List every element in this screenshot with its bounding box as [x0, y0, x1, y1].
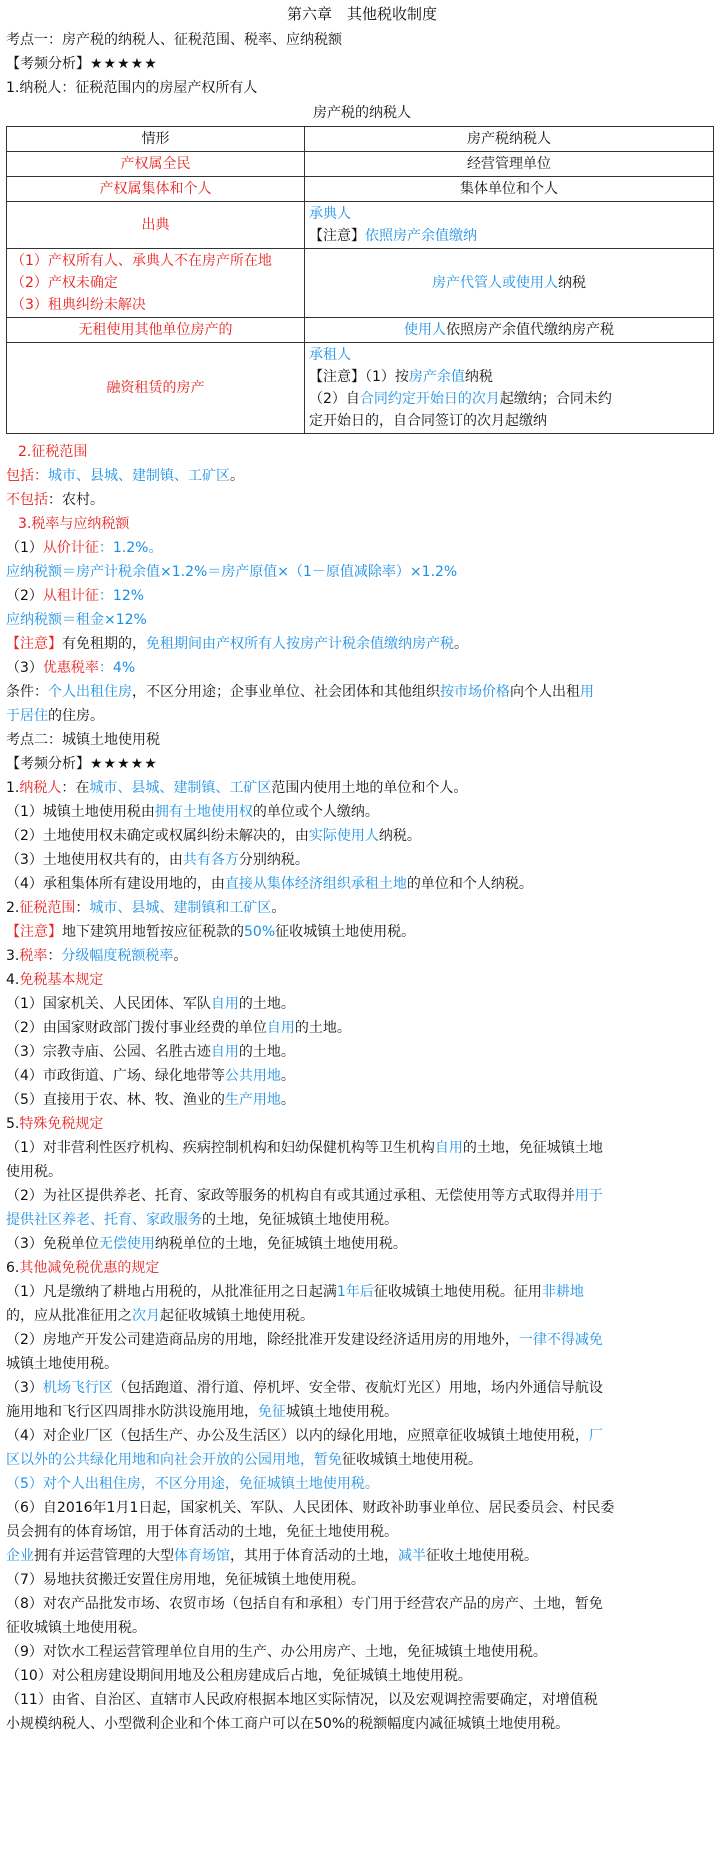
exempt-item	[0, 1016, 724, 1040]
relief-item-4-cont	[0, 1448, 724, 1472]
row-taxpayer	[305, 202, 714, 249]
text: （1）对非营利性医疗机构、疾病控制机构和妇幼保健机构等卫生机构	[6, 1140, 435, 1156]
cell-text: 房产余值	[408, 369, 465, 385]
relief-item-1-cont	[0, 1304, 724, 1328]
kp2-taxpayer-1	[0, 800, 724, 824]
text: 税率	[19, 948, 48, 964]
frequency-stars: ★★★★★	[90, 756, 158, 772]
text: 免租期间由产权所有人按房产计税余值缴纳房产税	[146, 636, 454, 652]
cell-line: （3）租典纠纷未解决	[11, 297, 146, 313]
cell-text: 纳税	[464, 369, 493, 385]
cell-line: 定开始日的，自合同签订的次月起缴纳	[309, 413, 547, 429]
text: ：12%	[98, 588, 145, 604]
row-taxpayer	[305, 343, 714, 434]
note-label: 【注意】	[309, 228, 365, 244]
text: 向个人出租	[510, 684, 580, 700]
text: （3）土地使用权共有的，由	[6, 852, 183, 868]
text: 厂	[588, 1428, 603, 1444]
cell-text: 房产代管人或使用人	[432, 275, 558, 291]
text: 生产用地	[224, 1092, 281, 1108]
text: 1年后	[336, 1284, 374, 1300]
text: 条件：	[6, 684, 48, 700]
kp2-other-relief-title	[0, 1256, 724, 1280]
text: 的土地。	[238, 996, 295, 1012]
text: 企业	[6, 1548, 34, 1564]
text: 公共用地	[224, 1068, 281, 1084]
scope-include	[0, 464, 724, 488]
chapter-title: 第六章 其他税收制度	[286, 5, 437, 23]
text: （2）土地使用权未确定或权属纠纷未解决的，由	[6, 828, 309, 844]
exempt-item	[0, 992, 724, 1016]
text: 于居住	[6, 708, 48, 724]
table-row	[7, 202, 714, 249]
table-row	[7, 177, 714, 202]
text: 征收城镇土地使用税。	[342, 1452, 482, 1468]
text: （3）	[6, 1380, 43, 1396]
relief-item-11: （11）由省、自治区、直辖市人民政府根据本地区实际情况，以及宏观调控需要确定，对增值税	[6, 1692, 598, 1708]
text: 自用	[210, 996, 239, 1012]
row-situation: 产权属全民	[7, 152, 305, 177]
cell-line	[309, 225, 709, 247]
text: （4）市政街道、广场、绿化地带等	[6, 1068, 225, 1084]
table-row	[7, 249, 714, 318]
special-item-1-cont: 使用税。	[6, 1164, 62, 1180]
text: 分级幅度税额税率	[61, 948, 174, 964]
relief-item-1	[0, 1280, 724, 1304]
text: 地下建筑用地暂按应征税款的	[62, 924, 244, 940]
text: 自用	[434, 1140, 463, 1156]
rate-item-2	[0, 584, 724, 608]
relief-item-10: （10）对公租房建设期间用地及公租房建成后占地，免征城镇土地使用税。	[6, 1668, 472, 1684]
cell-text: （2）自	[309, 391, 360, 407]
text: 城市、县城、建制镇、工矿区	[48, 468, 230, 484]
text: 用	[580, 684, 594, 700]
text: 纳税单位的土地，免征城镇土地使用税。	[154, 1236, 407, 1252]
row-situation: 无租使用其他单位房产的	[7, 318, 305, 343]
text: 有免租期的，	[62, 636, 146, 652]
text: 按市场价格	[440, 684, 510, 700]
frequency-stars: ★★★★★	[90, 56, 158, 72]
text: 50%	[244, 924, 276, 940]
text: 的土地，免征城镇土地	[462, 1140, 603, 1156]
relief-item-9: （9）对饮水工程运营管理单位自用的生产、办公用房产、土地，免征城镇土地使用税。	[6, 1644, 547, 1660]
text: 。	[280, 1092, 295, 1108]
text: 区以外的公共绿化用地和向社会开放的公园用地，暂免	[6, 1452, 342, 1468]
note-label: 【注意】	[6, 636, 62, 652]
cell-text: 【注意】（1）按	[309, 369, 409, 385]
text: 从价计征	[42, 540, 99, 556]
label: 不包括	[6, 492, 48, 508]
cell-text: 依照房产余值代缴纳房产税	[446, 322, 614, 338]
text: 用于	[574, 1188, 603, 1204]
text: 2.	[6, 900, 20, 916]
kp1-frequency	[0, 52, 724, 76]
text: 的土地，免征城镇土地使用税。	[202, 1212, 398, 1228]
kp2-taxpayer-4	[0, 872, 724, 896]
relief-item-6: （6）自2016年1月1日起，国家机关、军队、人民团体、财政补助事业单位、居民委员会、村民委	[6, 1500, 615, 1516]
relief-item-4	[0, 1424, 724, 1448]
text: 征收城镇土地使用税。征用	[373, 1284, 542, 1300]
text: 提供社区养老、托育、家政服务	[6, 1212, 202, 1228]
text: 4.	[6, 972, 20, 988]
text: 的土地。	[238, 1044, 295, 1060]
text: （2）为社区提供养老、托育、家政等服务的机构自有或其通过承租、无偿使用等方式取得并	[6, 1188, 575, 1204]
text: 的土地。	[294, 1020, 351, 1036]
text: （包括跑道、滑行道、停机坪、安全带、夜航灯光区）用地，场内外通信导航设	[112, 1380, 603, 1396]
condition-line-2	[0, 704, 724, 728]
text: ：1.2%。	[98, 540, 163, 556]
text: （3）免税单位	[6, 1236, 99, 1252]
text: 5.	[6, 1116, 20, 1132]
text: 纳税人	[19, 780, 62, 796]
kp2-basic-exempt-title	[0, 968, 724, 992]
note-label: 【注意】	[6, 924, 62, 940]
kp2-scope-note	[0, 920, 724, 944]
rate-item-3	[0, 656, 724, 680]
table-row	[7, 343, 714, 434]
cell-line	[309, 388, 709, 410]
text: ：	[47, 948, 62, 964]
text: ：在	[61, 780, 90, 796]
rate-note	[0, 632, 724, 656]
text: 。	[173, 948, 188, 964]
relief-item-7: （7）易地扶贫搬迁安置住房用地，免征城镇土地使用税。	[6, 1572, 365, 1588]
text: 直接从集体经济组织承租土地	[224, 876, 407, 892]
text: （4）对企业厂区（包括生产、办公及生活区）以内的绿化用地，应照章征收城镇土地使用税，	[6, 1428, 589, 1444]
rate-item-1	[0, 536, 724, 560]
cell-text: 使用人	[404, 322, 446, 338]
row-taxpayer	[305, 249, 714, 318]
exempt-item	[0, 1064, 724, 1088]
relief-item-3-cont	[0, 1400, 724, 1424]
text: 拥有土地使用权	[154, 804, 253, 820]
condition-line-1	[0, 680, 724, 704]
special-item-1	[0, 1136, 724, 1160]
row-situation: 融资租赁的房产	[7, 343, 305, 434]
kp2-taxpayer	[0, 776, 724, 800]
special-item-2-cont	[0, 1208, 724, 1232]
text: 非耕地	[541, 1284, 584, 1300]
cell-text: 依照房产余值缴纳	[365, 228, 477, 244]
cell-line	[309, 366, 709, 388]
text: （2）房地产开发公司建造商品房的用地，除经批准开发建设经济适用房的用地外，	[6, 1332, 519, 1348]
special-item-3	[0, 1232, 724, 1256]
text: （1）城镇土地使用税由	[6, 804, 155, 820]
text: （1）凡是缴纳了耕地占用税的，从批准征用之日起满	[6, 1284, 337, 1300]
text: 6.	[6, 1260, 20, 1276]
row-taxpayer: 集体单位和个人	[305, 177, 714, 202]
text: 征税范围	[19, 900, 76, 916]
row-situation: 出典	[7, 202, 305, 249]
text: 实际使用人	[308, 828, 379, 844]
text: 3.	[6, 948, 20, 964]
label: 包括：	[6, 468, 48, 484]
exempt-item	[0, 1088, 724, 1112]
relief-item-2-cont: 城镇土地使用税。	[6, 1356, 118, 1372]
relief-item-2	[0, 1328, 724, 1352]
text: 次月	[132, 1308, 160, 1324]
text: 纳税。	[378, 828, 421, 844]
text: 个人出租住房	[48, 684, 132, 700]
text: ，其用于体育活动的土地，	[230, 1548, 398, 1564]
text: 征收城镇土地使用税。	[275, 924, 416, 940]
cell-line: 承典人	[309, 206, 351, 222]
relief-item-5: （5）对个人出租住房，不区分用途，免征城镇土地使用税。	[6, 1476, 379, 1492]
text: 。	[280, 1068, 295, 1084]
kp2-special-exempt-title	[0, 1112, 724, 1136]
header-situation: 情形	[7, 127, 305, 152]
text: 免税基本规定	[19, 972, 104, 988]
kp2-taxpayer-3	[0, 848, 724, 872]
relief-item-8-cont: 征收城镇土地使用税。	[6, 1620, 146, 1636]
text: 征收土地使用税。	[426, 1548, 538, 1564]
text: 一律不得减免	[518, 1332, 603, 1348]
kp2-frequency	[0, 752, 724, 776]
table-caption: 房产税的纳税人	[313, 105, 411, 121]
row-situation: 产权属集体和个人	[7, 177, 305, 202]
row-taxpayer: 经营管理单位	[305, 152, 714, 177]
text: 分别纳税。	[238, 852, 309, 868]
cell-line: 承租人	[309, 347, 351, 363]
relief-item-6-cont2	[0, 1544, 724, 1568]
text: 城镇土地使用税。	[286, 1404, 398, 1420]
row-taxpayer	[305, 318, 714, 343]
cell-line: （2）产权未确定	[11, 275, 118, 291]
special-item-2	[0, 1184, 724, 1208]
text: 。	[454, 636, 468, 652]
relief-item-6-cont: 员会拥有的体育场馆，用于体育活动的土地，免征土地使用税。	[6, 1524, 398, 1540]
relief-item-8: （8）对农产品批发市场、农贸市场（包括自有和承租）专门用于经营农产品的房产、土地，暂免	[6, 1596, 603, 1612]
text: 的住房。	[48, 708, 104, 724]
text: 自用	[210, 1044, 239, 1060]
text: 施用地和飞行区四周排水防洪设施用地，	[6, 1404, 258, 1420]
cell-text: 合同约定开始日的次月	[359, 391, 500, 407]
text: （4）承租集体所有建设用地的，由	[6, 876, 225, 892]
frequency-label: 【考频分析】	[6, 56, 90, 72]
text: （3）宗教寺庙、公园、名胜古迹	[6, 1044, 211, 1060]
formula-2: 应纳税额＝租金×12%	[6, 612, 147, 628]
text: 城市、县城、建制镇、工矿区	[89, 780, 272, 796]
kp2-rate	[0, 944, 724, 968]
text: 拥有并运营管理的大型	[34, 1548, 174, 1564]
rate-title: 3.税率与应纳税额	[18, 516, 130, 532]
header-taxpayer: 房产税纳税人	[305, 127, 714, 152]
text: ，不区分用途；企事业单位、社会团体和其他组织	[132, 684, 440, 700]
text: 。	[230, 468, 244, 484]
text: （2）	[6, 588, 43, 604]
text: 机场飞行区	[42, 1380, 113, 1396]
formula-1: 应纳税额＝房产计税余值×1.2%＝房产原值×（1－原值减除率）×1.2%	[6, 564, 458, 580]
text: 共有各方	[182, 852, 239, 868]
text: ：	[75, 900, 90, 916]
text: 减半	[398, 1548, 426, 1564]
scope-exclude	[0, 488, 724, 512]
text: 优惠税率	[42, 660, 99, 676]
kp1-taxpayer: 1.纳税人：征税范围内的房屋产权所有人	[6, 80, 258, 96]
row-situation	[7, 249, 305, 318]
cell-text: 起缴纳；合同未约	[499, 391, 612, 407]
text: （2）由国家财政部门拨付事业经费的单位	[6, 1020, 267, 1036]
kp2-scope	[0, 896, 724, 920]
table-header-row	[7, 127, 714, 152]
scope-title: 2.征税范围	[18, 444, 88, 460]
text: 其他减免税优惠的规定	[19, 1260, 160, 1276]
text: 自用	[266, 1020, 295, 1036]
text: 起征收城镇土地使用税。	[160, 1308, 314, 1324]
text: （1）国家机关、人民团体、军队	[6, 996, 211, 1012]
text: 从租计征	[42, 588, 99, 604]
kp2-taxpayer-2	[0, 824, 724, 848]
text: 体育场馆	[174, 1548, 230, 1564]
text: 城市、县城、建制镇和工矿区	[89, 900, 272, 916]
table-row	[7, 152, 714, 177]
text: 的，应从批准征用之	[6, 1308, 132, 1324]
relief-item-3	[0, 1376, 724, 1400]
cell-text: 纳税	[558, 275, 586, 291]
text: （1）	[6, 540, 43, 556]
text: 。	[271, 900, 286, 916]
text: （3）	[6, 660, 43, 676]
text: 免征	[258, 1404, 286, 1420]
text: 无偿使用	[98, 1236, 155, 1252]
cell-line: （1）产权所有人、承典人不在房产所在地	[11, 253, 272, 269]
text: ：4%	[98, 660, 136, 676]
kp1-heading: 考点一：房产税的纳税人、征税范围、税率、应纳税额	[6, 32, 342, 48]
table-row	[7, 318, 714, 343]
text: 的单位或个人缴纳。	[252, 804, 379, 820]
relief-item-11-cont: 小规模纳税人、小型微利企业和个体工商户可以在50%的税额幅度内减征城镇土地使用税。	[6, 1716, 570, 1732]
text: ：农村。	[48, 492, 104, 508]
text: 范围内使用土地的单位和个人。	[271, 780, 468, 796]
text: 特殊免税规定	[19, 1116, 104, 1132]
text: 的单位和个人纳税。	[406, 876, 533, 892]
exempt-item	[0, 1040, 724, 1064]
text: 1.	[6, 780, 20, 796]
text: （5）直接用于农、林、牧、渔业的	[6, 1092, 225, 1108]
frequency-label: 【考频分析】	[6, 756, 90, 772]
kp2-heading: 考点二：城镇土地使用税	[6, 732, 160, 748]
property-tax-taxpayer-table	[6, 126, 714, 434]
